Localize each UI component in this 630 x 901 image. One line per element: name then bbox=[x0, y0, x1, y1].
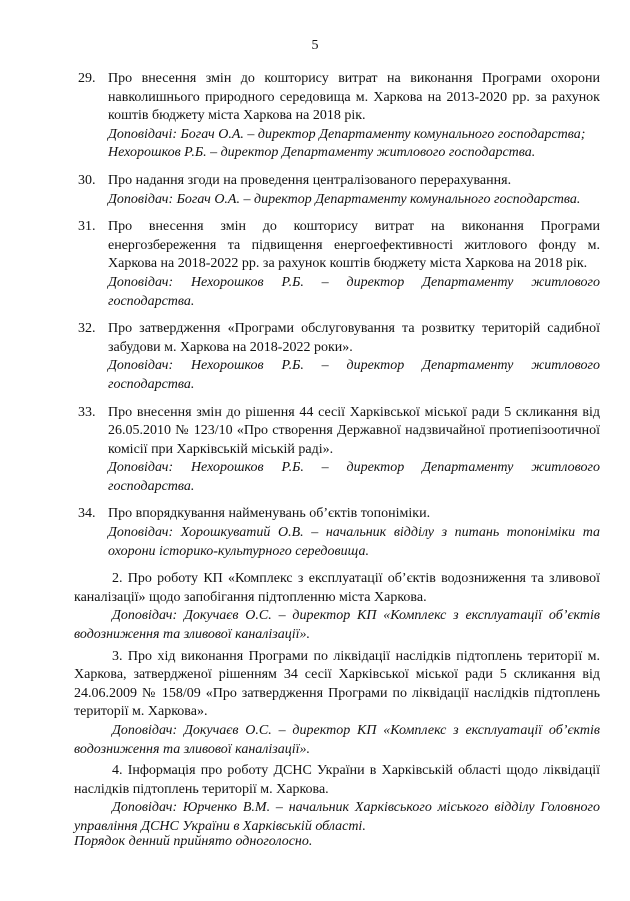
item-title: Про внесення змін до рішення 44 сесії Харківської міської ради 5 скликання від 26.05.2010 № 123/10 «Про створення Державної надзвичайної протиепізоотичної комісії при Харківській міській раді». bbox=[108, 404, 600, 457]
item-title: Про надання згоди на проведення централізованого перерахування. bbox=[108, 172, 512, 188]
agenda-content bbox=[74, 70, 600, 837]
section-text: 4. Інформація про роботу ДСНС України в Харківській області щодо ліквідації наслідків підтоплень території м. Харкова. bbox=[74, 763, 600, 797]
section-text: 2. Про роботу КП «Комплекс з експлуатації об’єктів водозниження та зливової каналізації» щодо запобігання підтопленню міста Харкова. bbox=[74, 571, 600, 605]
item-number: 33. bbox=[78, 404, 96, 420]
section-speaker: Доповідач: Юрченко В.М. – начальник Харківського міського відділу Головного управління ДСНС України в Харківській області. bbox=[74, 800, 600, 834]
item-title: Про впорядкування найменувань об’єктів топоніміки. bbox=[108, 506, 431, 522]
item-title: Про затвердження «Програми обслуговування та розвитку територій садибної забудови м. Харкова на 2018-2022 роки». bbox=[108, 321, 600, 355]
page-number: 5 bbox=[311, 38, 319, 53]
item-speaker: Доповідач: Нехорошков Р.Б. – директор Департаменту житлового господарства. bbox=[108, 460, 600, 494]
section-text: 3. Про хід виконання Програми по ліквідації наслідків підтоплень території м. Харкова, затвердженої рішенням 34 сесії Харківської міської ради 5 скликання від 24.06.2009 № 158/09 «Про затвердження Програми по ліквідації наслідків підтоплень території м. Харкова». bbox=[74, 648, 600, 720]
item-speaker: Доповідач: Нехорошков Р.Б. – директор Департаменту житлового господарства. bbox=[108, 358, 600, 392]
item-title: Про внесення змін до кошторису витрат на виконання Програми енергозбереження та підвищення енергоефективності житлового фонду м. Харкова на 2018-2022 рр. за рахунок коштів бюджету міста Харкова на 2018 рік. bbox=[108, 219, 600, 272]
item-speaker: Доповідачі: Богач О.А. – директор Департаменту комунального господарства; bbox=[108, 126, 586, 142]
item-speaker: Доповідач: Богач О.А. – директор Департаменту комунального господарства. bbox=[108, 191, 581, 207]
section-speaker: Доповідач: Докучаєв О.С. – директор КП «Комплекс з експлуатації об’єктів водозниження та зливової каналізації». bbox=[74, 723, 600, 757]
item-number: 32. bbox=[78, 321, 96, 337]
item-title: Про внесення змін до кошторису витрат на виконання Програми охорони навколишнього природного середовища м. Харкова на 2013-2020 рр. за рахунок коштів бюджету міста Харкова на 2018 рік. bbox=[108, 71, 600, 124]
agenda-item-31 bbox=[74, 218, 600, 311]
agenda-section-4 bbox=[74, 762, 600, 836]
section-speaker: Доповідач: Докучаєв О.С. – директор КП «Комплекс з експлуатації об’єктів водозниження та зливової каналізації». bbox=[74, 608, 600, 643]
agenda-section-3 bbox=[74, 648, 600, 760]
agenda-item-30 bbox=[74, 172, 600, 209]
item-number: 30. bbox=[78, 172, 96, 188]
item-number: 29. bbox=[78, 71, 96, 86]
agenda-item-29 bbox=[74, 70, 600, 163]
agenda-approval-note: Порядок денний прийнято одноголосно. bbox=[74, 834, 313, 849]
agenda-item-33 bbox=[74, 404, 600, 497]
item-speaker: Нехорошков Р.Б. – директор Департаменту житлового господарства. bbox=[108, 145, 536, 161]
item-speaker: Доповідач: Нехорошков Р.Б. – директор Департаменту житлового господарства. bbox=[108, 274, 600, 309]
agenda-item-32 bbox=[74, 320, 600, 394]
item-number: 34. bbox=[78, 506, 96, 522]
agenda-section-2 bbox=[74, 570, 600, 644]
item-number: 31. bbox=[78, 219, 96, 235]
agenda-item-34 bbox=[74, 505, 600, 561]
item-speaker: Доповідач: Хорошкуватий О.В. – начальник відділу з питань топоніміки та охорони історико-культурного середовища. bbox=[108, 525, 600, 559]
